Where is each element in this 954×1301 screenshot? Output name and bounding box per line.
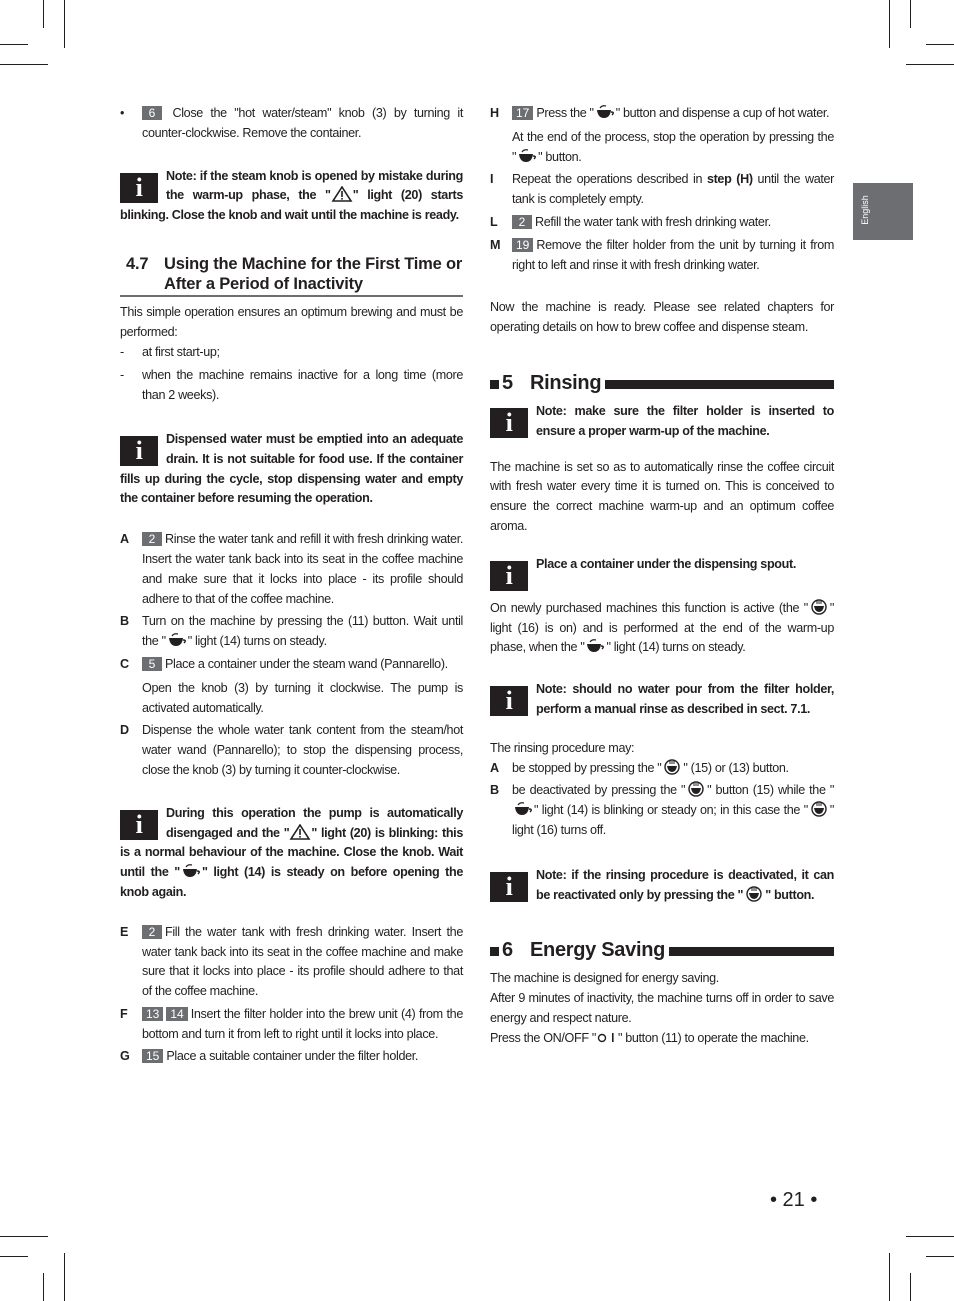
paragraph-text: Press the ON/OFF " xyxy=(490,1030,596,1045)
crop-mark xyxy=(64,0,65,48)
step-a xyxy=(120,530,463,609)
crop-mark xyxy=(64,1253,65,1301)
step-g xyxy=(120,1047,463,1067)
cup-icon xyxy=(512,801,534,817)
language-tab xyxy=(853,183,913,240)
figure-ref: 15 xyxy=(142,1049,163,1063)
step-letter: G xyxy=(120,1049,130,1064)
rinse-paragraph: The machine is set so as to automatically rinse the coffee circuit with fresh water every time it is turned on. This is conceived to ensure the correct machine warm-up and an optimum coffee aroma. xyxy=(490,459,834,533)
step-text: be deactivated by pressing the " xyxy=(512,783,686,798)
step-text: Dispense the whole water tank content from the steam/hot water wand (Pannarello); to stop the dispensing process, close the knob (3) by turning it counter-clockwise. xyxy=(142,723,463,777)
left-column xyxy=(120,104,463,1070)
heading-square xyxy=(490,947,499,956)
crop-mark xyxy=(889,0,890,48)
step-c xyxy=(120,655,463,718)
note-text: Note: should no water pour from the filter holder, perform a manual rinse as described in sect. 7.1. xyxy=(536,682,834,716)
note-text: " button. xyxy=(765,887,815,902)
step-letter: L xyxy=(490,214,498,229)
dash-text: when the machine remains inactive for a long time (more than 2 weeks). xyxy=(142,368,463,403)
rinse-icon xyxy=(743,886,765,902)
step-text: Place a suitable container under the filter holder. xyxy=(166,1049,419,1064)
figure-ref: 14 xyxy=(166,1007,187,1021)
step-m xyxy=(490,236,834,276)
energy-paragraph: The machine is designed for energy saving. xyxy=(490,971,719,986)
note-filter-holder xyxy=(490,402,834,442)
info-icon: i xyxy=(120,173,158,203)
warning-icon xyxy=(289,824,311,840)
bullet-mark: • xyxy=(120,106,125,120)
page-number: • 21 • xyxy=(770,1189,818,1211)
chapter-heading-6 xyxy=(490,937,834,963)
section-title: Using the Machine for the First Time or After a Period of Inactivity xyxy=(164,254,463,293)
figure-ref: 6 xyxy=(142,106,162,120)
dash-text: at first start-up; xyxy=(142,344,220,359)
crop-mark xyxy=(889,1253,890,1301)
step-text: Press the " xyxy=(536,106,594,120)
cup-icon xyxy=(594,104,616,120)
intro-paragraph: This simple operation ensures an optimum brewing and must be performed: xyxy=(120,304,463,339)
note-text: Dispensed water must be emptied into an adequate drain. It is not suitable for food use. If the container fills up during the cycle, stop dispensing water and empty the container before resuming the operation. xyxy=(120,431,463,506)
warning-icon xyxy=(331,186,353,202)
crop-mark xyxy=(906,1236,954,1237)
step-text: At the end of the process, stop the operation by pressing the " xyxy=(512,129,834,164)
info-icon: i xyxy=(120,810,158,840)
rinse-step-b xyxy=(490,781,834,840)
rinse-icon xyxy=(661,759,683,775)
info-icon: i xyxy=(490,686,528,716)
language-tab-label: English xyxy=(860,195,870,225)
rinse-icon xyxy=(685,781,707,797)
step-i xyxy=(490,170,834,210)
cup-icon xyxy=(516,148,538,164)
cup-icon xyxy=(166,632,188,648)
step-d xyxy=(120,721,463,780)
newly-paragraph xyxy=(490,599,834,658)
step-text: " light (14) is blinking or steady on; in this case the " xyxy=(534,803,808,818)
chapter-title: Energy Saving xyxy=(530,937,669,963)
step-letter: B xyxy=(490,783,499,798)
figure-ref: 2 xyxy=(142,532,162,546)
figure-ref: 17 xyxy=(512,106,533,120)
note-text: Note: if the steam knob is opened by mistake during the warm-up phase, the " xyxy=(166,168,463,203)
ready-paragraph: Now the machine is ready. Please see related chapters for operating details on how to brew coffee and dispense steam. xyxy=(490,300,834,335)
step-letter: M xyxy=(490,237,501,252)
figure-ref: 2 xyxy=(142,925,162,939)
step-text: " button. xyxy=(538,149,582,164)
step-text: be stopped by pressing the " xyxy=(512,760,662,775)
step-letter: D xyxy=(120,723,129,738)
chapter-number: 5 xyxy=(502,371,513,394)
rinse-icon xyxy=(808,801,830,817)
bullet-step-6 xyxy=(120,104,463,144)
note-text: " light (14) is steady on before opening the knob again. xyxy=(120,865,463,899)
step-text: until the water tank is completely empty. xyxy=(512,172,834,207)
step-text: " light (14) turns on steady. xyxy=(187,634,327,649)
figure-ref: 19 xyxy=(512,238,533,252)
crop-mark xyxy=(910,0,911,28)
step-text: Fill the water tank with fresh drinking water. Insert the water tank back into its seat in the coffee machine and make sure that it locks into place - its profile should adhere to that of the coffee machine. xyxy=(142,924,463,999)
step-text: " light (16) turns off. xyxy=(512,803,834,837)
crop-mark xyxy=(43,0,44,28)
step-subtext xyxy=(512,128,834,168)
right-column xyxy=(490,104,834,1049)
info-icon: i xyxy=(490,561,528,591)
step-h xyxy=(490,104,834,167)
power-icon xyxy=(596,1029,618,1045)
step-text: " (15) or (13) button. xyxy=(683,760,789,775)
step-text: Close the "hot water/steam" knob (3) by turning it counter-clockwise. Remove the container. xyxy=(142,106,463,140)
paragraph-text: " light (16) is on) and is performed at the end of the warm-up phase, when the " xyxy=(490,600,834,655)
crop-mark xyxy=(0,1236,48,1237)
step-text: " button (15) while the " xyxy=(707,783,834,798)
step-letter: A xyxy=(490,760,499,775)
step-text: Remove the filter holder from the unit by turning it from right to left and rinse it with fresh drinking water. xyxy=(512,237,834,272)
step-l xyxy=(490,213,834,233)
note-text: " light (20) is blinking: this is a normal behaviour of the machine. Close the knob. Wait until the " xyxy=(120,825,463,880)
paragraph-text: On newly purchased machines this function is active (the " xyxy=(490,600,808,615)
step-text: Repeat the operations described in xyxy=(512,172,707,187)
step-text: Turn on the machine by pressing the (11) button. Wait until the " xyxy=(142,614,463,649)
energy-paragraph: After 9 minutes of inactivity, the machine turns off in order to save energy and respect nature. xyxy=(490,991,834,1025)
note-pump-disengaged xyxy=(120,804,463,903)
figure-ref: 5 xyxy=(142,657,162,671)
cup-icon xyxy=(584,638,606,654)
crop-mark xyxy=(0,1256,28,1257)
note-text: Place a container under the dispensing spout. xyxy=(536,556,796,571)
step-text: Rinse the water tank and refill it with fresh drinking water. Insert the water tank back into its seat in the coffee machine and make sure that it locks into place - its profile should adhere to that of the coffee machine. xyxy=(142,532,463,606)
note-text: " light (20) starts blinking. Close the knob and wait until the machine is ready. xyxy=(120,188,463,223)
crop-mark xyxy=(926,44,954,45)
rinsing-may-label: The rinsing procedure may: xyxy=(490,740,635,755)
step-b xyxy=(120,612,463,652)
paragraph-text: " button (11) to operate the machine. xyxy=(617,1030,809,1045)
step-letter: H xyxy=(490,106,499,120)
step-text: Insert the filter holder into the brew unit (4) from the bottom and turn it from left to right until it locks into place. xyxy=(142,1006,463,1041)
step-letter: E xyxy=(120,924,129,939)
note-container xyxy=(490,555,834,590)
step-text: " button and dispense a cup of hot water. xyxy=(615,106,830,120)
figure-ref: 13 xyxy=(142,1007,163,1021)
info-icon: i xyxy=(120,436,158,466)
step-ref: step (H) xyxy=(706,172,753,187)
note-text: Note: if the rinsing procedure is deactivated, it can be reactivated only by pressing the " xyxy=(536,867,834,902)
step-letter: B xyxy=(120,614,129,629)
step-text: Refill the water tank with fresh drinking water. xyxy=(535,214,771,229)
step-subtext: Open the knob (3) by turning it clockwise. The pump is activated automatically. xyxy=(142,680,463,715)
figure-ref: 2 xyxy=(512,215,532,229)
energy-paragraph xyxy=(490,1029,834,1049)
step-letter: A xyxy=(120,532,129,547)
crop-mark xyxy=(0,44,28,45)
section-number: 4.7 xyxy=(126,254,149,273)
note-text: During this operation the pump is automatically disengaged and the " xyxy=(166,805,463,840)
crop-mark xyxy=(926,1256,954,1257)
step-letter: C xyxy=(120,656,129,671)
crop-mark xyxy=(906,64,954,65)
dash-mark: - xyxy=(120,344,124,359)
note-reactivate xyxy=(490,866,834,906)
dash-item xyxy=(120,366,463,406)
section-heading-4-7 xyxy=(120,254,463,297)
note-text: Note: make sure the filter holder is inserted to ensure a proper warm-up of the machine. xyxy=(536,403,834,438)
chapter-title: Rinsing xyxy=(530,370,605,396)
rinse-icon xyxy=(808,599,830,615)
note-steam-knob xyxy=(120,167,463,226)
step-e xyxy=(120,923,463,1002)
info-icon: i xyxy=(490,408,528,438)
note-manual-rinse xyxy=(490,680,834,720)
heading-square xyxy=(490,380,499,389)
step-text: Place a container under the steam wand (Pannarello). xyxy=(165,656,448,671)
rinse-step-a xyxy=(490,759,834,779)
paragraph-text: " light (14) turns on steady. xyxy=(606,640,746,655)
crop-mark xyxy=(910,1273,911,1301)
step-f xyxy=(120,1005,463,1045)
step-letter: I xyxy=(490,172,494,187)
cup-icon xyxy=(180,863,202,879)
info-icon: i xyxy=(490,872,528,902)
crop-mark xyxy=(43,1273,44,1301)
dash-mark: - xyxy=(120,368,124,383)
step-letter: F xyxy=(120,1006,128,1021)
chapter-heading-5 xyxy=(490,370,834,396)
dash-item xyxy=(120,343,463,363)
crop-mark xyxy=(0,64,48,65)
note-dispensed-water xyxy=(120,430,463,509)
chapter-number: 6 xyxy=(502,939,513,962)
